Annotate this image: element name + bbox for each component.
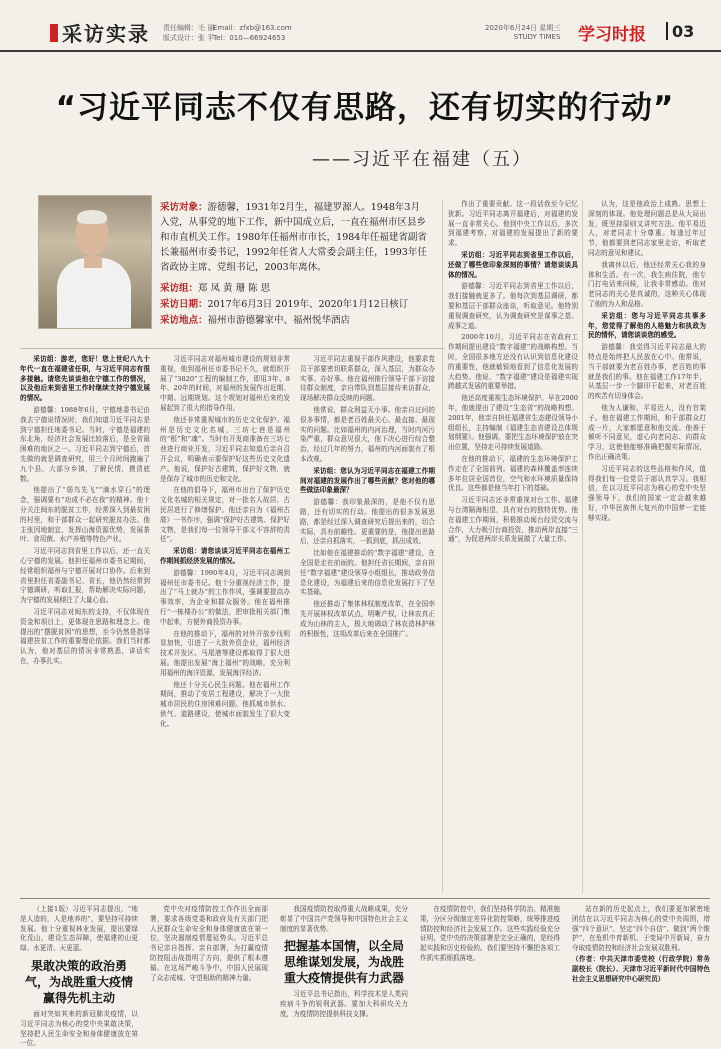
paragraph: 作出了重要贡献。这一段话我至今记忆犹新。习近平同志离开福建后，对福建的发展一直非常关心。他到中央工作以后，多次到福建考察，对福建的发展提出了新的要求。 — [448, 200, 578, 248]
article-column-2 — [160, 355, 290, 895]
subheading: 把握基本国情，以全局思维谋划发展，为战胜重大疫情提供有力武器 — [283, 939, 404, 986]
info-object-value: 游德馨，1931年2月生，福建罗源人。1948年3月入党，从事党的地下工作，新中国成立后，一直在福州市区县乡和市直机关工作。1980年任福州市市长，1984年任福建省副省长兼福州市委书记，1992年任省人大常委会副主任，1993年任省政协主席、党组书记，2003年离休。 — [160, 202, 427, 273]
paragraph: 他常说，群众利益无小事。他亲自过问的很多事情，都是老百姓最关心、最直接、最现实的问题。比如福州的内河治理，当时内河污染严重，群众意见很大，他下决心进行综合整治，经过几年的努力，福州的内河面貌有了根本改观。 — [300, 405, 435, 463]
info-team-label: 采访组： — [160, 283, 199, 294]
article-headline: “习近平同志不仅有思路，还有切实的行动” — [55, 90, 675, 126]
paragraph: 党中央对疫情防控工作作出全面部署，要求各级党委和政府及有关部门把人民群众生命安全和身体健康放在第一位，坚决遏制疫情蔓延势头。习近平总书记亲自指挥、亲自部署，为打赢疫情防控阻击战指明了方向，提供了根本遵循。在这场严峻斗争中，中国人民展现了众志成城、守望相助的精神力量。 — [150, 905, 268, 982]
paragraph: 习近平同志对福州城市建设的规划非常重视，他到福州任市委书记不久，就组织开展了“3820”工程的编制工作，即用3年、8年、20年的时间，对福州的发展作出近期、中期、远期规划。这个规划对福州后来的发展起到了很大的指导作用。 — [160, 355, 290, 412]
paragraph: 他提出了“弱鸟先飞”“滴水穿石”的理念，强调要有“功成不必在我”的精神。他十分关注闽东的脱贫工作，经常深入到最贫困的村里，和干部群众一起研究脱贫办法。他主张因地制宜，发挥山海资源优势，发展茶叶、食用菌、水产养殖等特色产业。 — [20, 486, 150, 544]
paragraph: 习近平同志对闽东的支持，不仅体现在资金和项目上，更体现在思路和理念上。他提出的“摆脱贫困”的思想，至今仍然是指导福建扶贫工作的重要理论依据。我们当时都认为，他对基层的情况非常熟悉，讲话实在，办事扎实。 — [20, 607, 150, 665]
editor-info — [163, 23, 214, 43]
dateline — [485, 24, 560, 42]
paragraph: 他还十分关心民生问题。他在福州工作期间，推动了安居工程建设，解决了一大批城市居民的住房困难问题。他抓城市供水、供气、道路建设，使城市面貌发生了很大变化。 — [160, 680, 290, 728]
interviewee-photo — [38, 195, 152, 329]
paragraph: 游德馨：我印象最深的，是他不仅有思路，还有切实的行动。他提出的很多发展思路，都是经过深入调查研究后提出来的，切合实际，具有前瞻性。更重要的是，他提出思路后，还亲自抓落实，一抓到底，抓出成效。 — [300, 498, 435, 546]
paragraph: 游德馨：1988年6月，宁德地委书记由我去宁德说情况时，我们知道习近平同志是到宁德担任地委书记。当时，宁德是福建的东北角，经济社会发展比较落后，是全省最困难的地区之一。习近平同志到宁德后，首先做的就是调查研究，用三个月时间跑遍了九个县，大部分乡镇，了解民情，摸清底数。 — [20, 405, 150, 483]
paragraph: 在他的推动下，福建的生态环境保护工作走在了全国前列。福建的森林覆盖率连续多年位居全国首位，空气和水环境质量保持优良。这些都是他当年打下的基础。 — [448, 454, 578, 493]
paragraph: 采访组：游老，您好！您上世纪八九十年代一直在福建省任职，与习近平同志有很多接触。请您先谈谈他在宁德工作的情况，以及他后来到省里工作时继续支持宁德发展的情况。 — [20, 355, 150, 403]
info-team — [160, 281, 428, 296]
paragraph: 采访组：请您谈谈习近平同志在福州工作期间抓经济发展的情况。 — [160, 547, 290, 565]
paragraph: 我国疫情防控取得重大战略成果，充分彰显了中国共产党领导和中国特色社会主义制度的显著优势。 — [280, 905, 408, 933]
section-marker — [50, 24, 58, 42]
page-header — [0, 0, 721, 52]
paragraph: 习近平总书记指出，科学技术是人类同疾病斗争的锐利武器。要加大科研攻关力度，为疫情防控提供科技支撑。 — [280, 990, 408, 1018]
bottom-divider — [20, 898, 710, 899]
paragraph: 在他的倡导下，福州市出台了保护历史文化名城的相关规定，对一批名人故居、古民居进行了修缮保护。他还亲自为《福州古厝》一书作序，强调“保护好古建筑、保护好文物，是我们每一位领导干部义不容辞的责任”。 — [160, 486, 290, 544]
paragraph: 游德馨：我觉得习近平同志最大的特点是始终把人民放在心中。他常说，当干部就要为老百姓办事，老百姓的事就是我们的事。他在福建工作17年半，从基层一步一个脚印干起来，对老百姓的疾苦有切身体会。 — [588, 343, 706, 401]
bottom-column-3 — [280, 905, 408, 1043]
paragraph: 2000年10月，习近平同志在省政府工作期间提出建设“数字福建”的战略构想。当时，全国很多地方还没有认识到信息化建设的重要性，他就敏锐地看到了信息化发展的大趋势。他说，“数字福建”建设是福建实现跨越式发展的重要举措。 — [448, 333, 578, 391]
subheading: 果敢决策的政治勇气，为战胜重大疫情赢得先机主动 — [24, 958, 133, 1005]
paragraph: 游德馨：习近平同志到省里工作以后，我们接触就更多了。他每次到基层调研，都要和基层干部群众座谈，听取意见。他特别重视调查研究，认为调查研究是谋事之基、成事之道。 — [448, 282, 578, 330]
editor-line: 版式设计：张 平 — [163, 34, 215, 42]
paragraph: 比如他在福建推动的“数字福建”建设，在全国是走在前面的。他担任省长期间，亲自担任“数字福建”建设领导小组组长，推动政务信息化建设，为福建后来的信息化发展打下了坚实基础。 — [300, 549, 435, 597]
photo-hair — [77, 210, 107, 224]
paragraph: 在疫情防控中，我们坚持科学防治、精准施策，分区分级制定差异化防控策略，统筹推进疫情防控和经济社会发展工作。这些实践经验充分证明，党中央的决策部署是完全正确的，是经得起实践和历史检验的。我们要坚持不懈把各项工作抓实抓细抓落地。 — [420, 905, 560, 962]
article-column-3 — [300, 355, 435, 895]
page-number-divider — [666, 22, 668, 40]
bottom-column-2 — [150, 905, 268, 1043]
info-object-label: 采访对象： — [160, 202, 208, 213]
page-number: 03 — [672, 22, 695, 41]
paragraph: 面对突如其来的新冠肺炎疫情，以习近平同志为核心的党中央果敢决策，坚持把人民生命安全和身体健康放在第一位。 — [20, 1009, 138, 1048]
column-rule — [582, 200, 583, 893]
info-place-label: 采访地点： — [160, 315, 208, 326]
paragraph: 我离休以后，他还经常关心我的身体和生活。有一次，我生病住院，他专门打电话来问候，让我非常感动。他对老同志的关心是真诚的，这种关心体现了他的为人和品格。 — [588, 260, 706, 308]
paragraph: 采访组：您认为习近平同志在福建工作期间对福建的发展作出了哪些贡献？您对他的哪些做法印象最深？ — [300, 466, 435, 495]
paragraph: 习近平同志的这些品格和作风，值得我们每一位党员干部认真学习。我相信，在以习近平同志为核心的党中央坚强领导下，我们的国家一定会越来越好，中华民族伟大复兴的中国梦一定能够实现。 — [588, 464, 706, 522]
bottom-column-5 — [572, 905, 710, 1043]
paragraph: 他还推动了集体林权制度改革，在全国率先开展林权改革试点，明晰产权，让林农真正成为山林的主人，极大地调动了林农造林护林的积极性，这项改革后来在全国推广。 — [300, 600, 435, 638]
info-team-value: 郑 凤 黄 珊 陈 思 — [198, 283, 271, 294]
paragraph: （上接1版）习近平同志提出，“地是人造的，人是地养的”，要坚持可持续发展。他十分重视林业发展，提出要绿化荒山，建设生态屏障，使福建的山更绿、水更清、天更蓝。 — [20, 905, 138, 953]
photo-neck — [84, 256, 102, 268]
paragraph: 习近平同志还非常重视对台工作。福建与台湾隔海相望，具有对台的独特优势。他在福建工作期间，积极推动闽台经贸交流与合作，大力吸引台商投资，推动两岸直接“三通”，为促进两岸关系发展做了大量工作。 — [448, 496, 578, 544]
paragraph: 采访组：您与习近平同志共事多年，您觉得了解他的人格魅力和执政为民的情怀，请您谈谈您的感受。 — [588, 311, 706, 340]
column-rule — [442, 200, 443, 893]
paragraph: 他为人谦和，平易近人，没有官架子。他在福建工作期间，和干部群众打成一片，大家都愿意和他交流。他善于倾听不同意见，虚心向老同志、向群众学习，这使他能够准确把握实际情况，作出正确决策。 — [588, 403, 706, 461]
bottom-column-4 — [420, 905, 560, 1043]
interview-info-box — [160, 200, 428, 334]
info-place-value: 福州市游德馨家中、福州悦华酒店 — [207, 315, 351, 326]
section-title: 采访实录 — [62, 22, 150, 46]
paragraph: 游德馨：1990年4月，习近平同志调到福州任市委书记。他十分重视经济工作，提出了“马上就办”的工作作风，强调要提高办事效率，为企业和群众服务。他在福州推行“一栋楼办公”的做法，把审批相关部门集中起来，方便外商投资办事。 — [160, 568, 290, 626]
date-sub: STUDY TIMES — [513, 33, 561, 41]
article-column-5 — [588, 200, 706, 893]
newspaper-brand: 学习时报 — [578, 25, 646, 45]
contact-line: Tel：010—66924653 — [213, 34, 286, 42]
article-column-4 — [448, 200, 578, 893]
info-date — [160, 297, 428, 312]
photo-shirt — [57, 258, 131, 328]
editor-line: 责任编辑：毛 丽 — [163, 24, 215, 32]
info-date-value: 2017年6月3日 2019年、2020年1月12日核订 — [207, 299, 409, 310]
paragraph: 采访组：习近平同志到省里工作以后，还做了哪些您印象深刻的事情？请您谈谈具体的情况。 — [448, 250, 578, 279]
paragraph: 在他的推动下，福州的对外开放步伐明显加快，引进了一大批外资企业，福州经济技术开发区、马尾港等建设都取得了很大进展。他提出发展“海上福州”的战略，充分利用福州的海洋资源，发展海洋经济。 — [160, 629, 290, 677]
article-subtitle: ——习近平在福建（五） — [312, 149, 532, 170]
paragraph: 他还非常重视城市的历史文化保护。福州是历史文化名城，三坊七巷是福州的“根”和“魂”。当时有开发商准备在三坊七巷进行商业开发，习近平同志知道后亲自召开会议，明确表示要保护好这些历史文化遗产。他说，保护好古建筑，保护好文物，就是保存了城市的历史和文化。 — [160, 415, 290, 483]
info-object — [160, 200, 428, 275]
paragraph: 习近平同志重视干部作风建设，他要求党员干部要密切联系群众，深入基层，为群众办实事、办好事。他在福州推行领导干部下访接待群众制度，亲自带队到基层接待来访群众，现场解决群众反映的问题。 — [300, 355, 435, 403]
author-credit: （作者：中共天津市委党校（行政学院）常务副校长（院长）、天津市习近平新时代中国特色社会主义思想研究中心研究员） — [572, 954, 710, 983]
paragraph: 他还高度重视生态环境保护。早在2000年，他就提出了建设“生态省”的战略构想。2001年，他亲自担任福建省生态建设领导小组组长，主持编制《福建生态省建设总体规划纲要》。他强调，要把生态环境保护放在突出位置，坚持走可持续发展道路。 — [448, 394, 578, 452]
info-place — [160, 313, 428, 328]
section-divider — [20, 348, 445, 349]
article-column-1 — [20, 355, 150, 895]
bottom-column-1 — [20, 905, 138, 1048]
contact-info — [213, 23, 292, 43]
paragraph: 认为，这是他政治上成熟、思想上深刻的体现。他处理问题总是从大局出发，既坚持原则又讲究方法。他平易近人，对老同志十分尊重。每逢过年过节，他都要到老同志家里走访，听取老同志的意见和建议。 — [588, 200, 706, 257]
info-date-label: 采访日期： — [160, 299, 208, 310]
paragraph: 站在新的历史起点上，我们要更加紧密地团结在以习近平同志为核心的党中央周围，增强“四个意识”、坚定“四个自信”、做到“两个维护”，在危机中育新机、于变局中开新局，奋力夺取疫情防控和经济社会发展双胜利。 — [572, 905, 710, 953]
paragraph: 习近平同志到省里工作以后，还一直关心宁德的发展。他担任福州市委书记期间，经常组织福州与宁德开展对口协作。后来到省里担任省委副书记、省长，他仍然经常到宁德调研，听取汇报，帮助解决实际问题，为宁德的发展倾注了大量心血。 — [20, 547, 150, 605]
date-text: 2020年6月24日 星期三 — [485, 24, 561, 32]
contact-line: Email：zfxb@163.com — [213, 24, 292, 32]
